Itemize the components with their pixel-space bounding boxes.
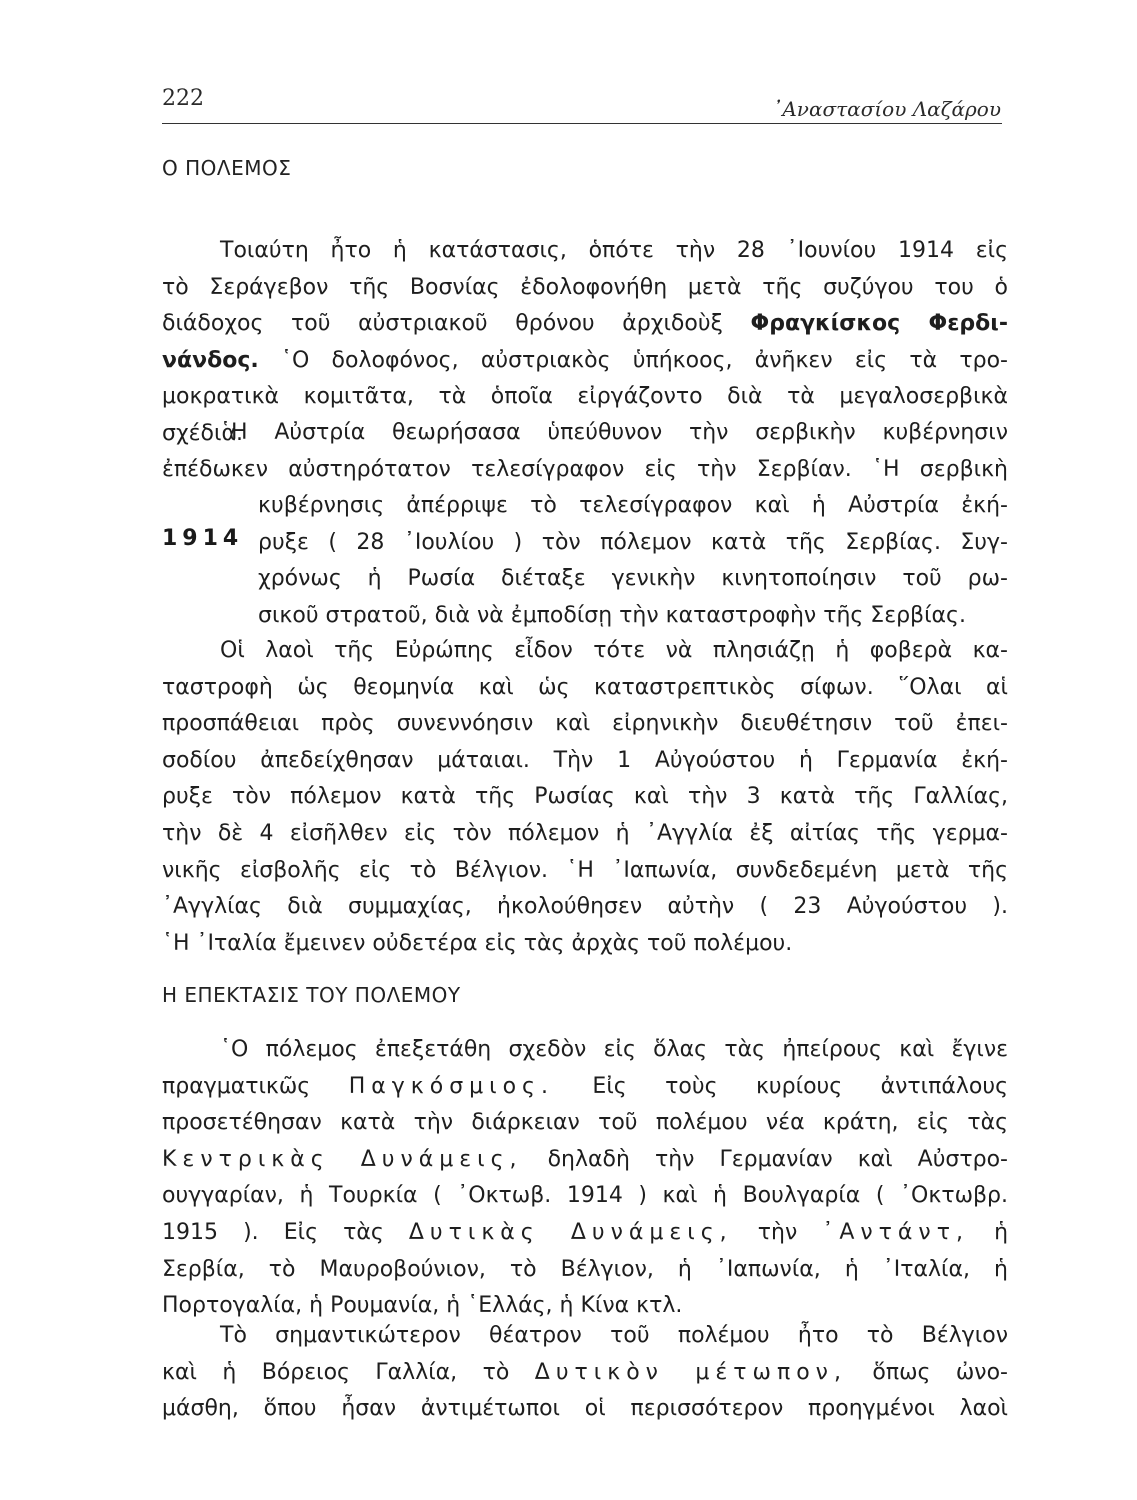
text-span: δηλαδὴ τὴν Γερμανίαν καὶ Αὐστρο- <box>547 1146 1008 1172</box>
text-line: ταστροφὴ ὡς θεομηνία καὶ ὡς καταστρεπτικὸς σίφων. ῞Ολαι αἱ <box>162 674 1008 700</box>
text-span: πραγματικῶς <box>162 1073 311 1099</box>
text-span: διάδοχος τοῦ αὐστριακοῦ θρόνου ἀρχιδοὺξ <box>162 311 723 337</box>
spaced-term: ᾽Αντάντ, <box>822 1219 969 1245</box>
text-line: μάσθη, ὅπου ἦσαν ἀντιμέτωποι οἱ περισσότερον προηγμένοι λαοὶ <box>162 1396 1008 1422</box>
text-line: τὴν δὲ 4 εἰσῆλθεν εἰς τὸν πόλεμον ἡ ᾽Αγγλία ἐξ αἰτίας τῆς γερμα- <box>162 820 1008 846</box>
margin-year: 1914 <box>162 526 244 551</box>
text-span: ῾Ο δολοφόνος, αὐστριακὸς ὑπήκοος, ἀνῆκεν εἰς τὰ τρο- <box>280 347 1008 373</box>
header-rule <box>162 123 1002 124</box>
text-line: ῾Η Αὐστρία θεωρήσασα ὑπεύθυνον τὴν σερβικὴν κυβέρνησιν <box>220 420 1008 445</box>
text-line: ᾽Αγγλίας διὰ συμμαχίας, ἠκολούθησεν αὐτὴν ( 23 Αὐγούστου ). <box>162 894 1008 920</box>
text-line: ῾Η ᾽Ιταλία ἔμεινεν οὐδετέρα εἰς τὰς ἀρχὰς τοῦ πολέμου. <box>162 930 793 956</box>
text-line: Οἱ λαοὶ τῆς Εὐρώπης εἶδον τότε νὰ πλησιάζῃ ἡ φοβερὰ κα- <box>220 638 1008 663</box>
paragraph-2 <box>162 415 1008 635</box>
text-span: ὅπως ὠνο- <box>872 1359 1008 1385</box>
paragraph-5 <box>162 1318 1008 1428</box>
page-number: 222 <box>162 86 204 111</box>
text-line <box>162 306 1008 343</box>
text-line: Τοιαύτη ἦτο ἡ κατάστασις, ὁπότε τὴν 28 ᾽Ιουνίου 1914 εἰς <box>220 238 1008 263</box>
spaced-term: Δυτικὰς Δυνάμεις, <box>408 1219 733 1245</box>
text-line: ἐπέδωκεν αὐστηρότατον τελεσίγραφον εἰς τὴν Σερβίαν. ῾Η σερβικὴ <box>162 456 1008 482</box>
spaced-term: Παγκόσμιος. <box>348 1073 554 1099</box>
bold-name: νάνδος. <box>162 347 259 373</box>
paragraph-4 <box>162 1032 1008 1325</box>
text-line <box>162 1142 1008 1179</box>
text-line: προσπάθειαι πρὸς συνεννόησιν καὶ εἰρηνικὴν διευθέτησιν τοῦ ἐπει- <box>162 711 1008 737</box>
text-line: ῾Ο πόλεμος ἐπεξετάθη σχεδὸν εἰς ὅλας τὰς ἠπείρους καὶ ἔγινε <box>220 1037 1008 1062</box>
text-line <box>162 1215 1008 1252</box>
text-line: μοκρατικὰ κομιτᾶτα, τὰ ὁποῖα εἰργάζοντο διὰ τὰ μεγαλοσερβικὰ <box>162 384 1008 410</box>
text-line: νικῆς εἰσβολῆς εἰς τὸ Βέλγιον. ῾Η ᾽Ιαπωνία, συνδεδεμένη μετὰ τῆς <box>162 857 1008 883</box>
section-heading-war: Ο ΠΟΛΕΜΟΣ <box>162 156 292 180</box>
text-line <box>162 1069 1008 1106</box>
running-head: ᾽Αναστασίου Λαζάρου <box>772 97 1001 121</box>
text-line: Πορτογαλία, ἡ Ρουμανία, ἡ ῾Ελλάς, ἡ Κίνα κτλ. <box>162 1293 683 1319</box>
text-line: χρόνως ἡ Ρωσία διέταξε γενικὴν κινητοποίησιν τοῦ ρω- <box>258 566 1008 592</box>
text-line: τὸ Σεράγεβον τῆς Βοσνίας ἐδολοφονήθη μετὰ τῆς συζύγου του ὁ <box>162 274 1008 300</box>
text-span: τὴν <box>757 1219 798 1245</box>
text-line: σχέδια. <box>162 420 243 446</box>
bold-name: Φραγκίσκος Φερδι- <box>750 311 1008 337</box>
text-span: καὶ ἡ Βόρειος Γαλλία, τὸ <box>162 1359 510 1385</box>
text-line: κυβέρνησις ἀπέρριψε τὸ τελεσίγραφον καὶ ἡ Αὐστρία ἐκή- <box>258 493 1008 519</box>
section-heading-expansion: Η ΕΠΕΚΤΑΣΙΣ ΤΟΥ ΠΟΛΕΜΟΥ <box>162 983 461 1007</box>
spaced-term: Κεντρικὰς Δυνάμεις, <box>162 1146 523 1172</box>
text-span: ἡ <box>994 1219 1008 1245</box>
text-span: Εἰς τοὺς κυρίους ἀντιπάλους <box>592 1073 1008 1099</box>
text-line: ουγγαρίαν, ἡ Τουρκία ( ᾽Οκτωβ. 1914 ) καὶ ἡ Βουλγαρία ( ᾽Οκτωβρ. <box>162 1183 1008 1209</box>
margin-note-block <box>162 488 1008 634</box>
spaced-term: Δυτικὸν μέτωπον, <box>534 1359 847 1385</box>
text-line: σικοῦ στρατοῦ, διὰ νὰ ἐμποδίσῃ τὴν καταστροφὴν τῆς Σερβίας. <box>258 602 966 628</box>
text-line: Σερβία, τὸ Μαυροβούνιον, τὸ Βέλγιον, ἡ ᾽Ιαπωνία, ἡ ᾽Ιταλία, ἡ <box>162 1256 1008 1282</box>
text-line: ρυξε ( 28 ᾽Ιουλίου ) τὸν πόλεμον κατὰ τῆς Σερβίας. Συγ- <box>258 529 1008 555</box>
text-span: 1915 ). Εἰς τὰς <box>162 1219 384 1245</box>
text-line: ρυξε τὸν πόλεμον κατὰ τῆς Ρωσίας καὶ τὴν 3 κατὰ τῆς Γαλλίας, <box>162 784 1008 810</box>
text-line: Τὸ σημαντικώτερον θέατρον τοῦ πολέμου ἦτο τὸ Βέλγιον <box>220 1323 1008 1348</box>
text-line: σοδίου ἀπεδείχθησαν μάταιαι. Τὴν 1 Αὐγούστου ἡ Γερμανία ἐκή- <box>162 747 1008 773</box>
text-line <box>162 343 1008 380</box>
text-line: προσετέθησαν κατὰ τὴν διάρκειαν τοῦ πολέμου νέα κράτη, εἰς τὰς <box>162 1110 1008 1136</box>
paragraph-3 <box>162 633 1008 962</box>
text-line <box>162 1355 1008 1392</box>
